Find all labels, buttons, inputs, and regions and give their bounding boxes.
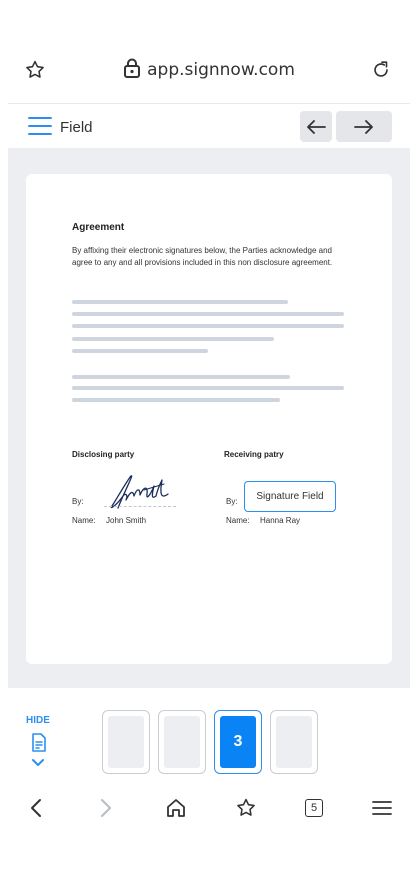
url-text: app.signnow.com: [147, 60, 295, 80]
active-page-number: 3: [220, 716, 256, 768]
placeholder-text-line: [72, 337, 274, 341]
signature-field[interactable]: Signature Field: [244, 481, 336, 512]
chevron-right-icon: [99, 798, 113, 818]
chevron-down-icon[interactable]: [31, 758, 45, 768]
document-paragraph: By affixing their electronic signatures below, the Parties acknowledge and agree to any and all provisions included in this non disclosure agreement.: [72, 246, 333, 267]
arrow-left-icon: [306, 120, 326, 134]
receiving-party-label: Receiving patry: [224, 450, 284, 459]
placeholder-text-line: [72, 300, 288, 304]
app-toolbar: [8, 104, 410, 148]
placeholder-text-line: [72, 375, 290, 379]
placeholder-text-line: [72, 398, 280, 402]
toolbar-title: Field: [60, 119, 93, 136]
receiving-by-label: By:: [226, 497, 238, 506]
lock-icon: [123, 58, 141, 78]
placeholder-text-line: [72, 324, 344, 328]
page-thumbnail[interactable]: [102, 710, 150, 774]
address-url[interactable]: [8, 58, 410, 80]
menu-hamburger-icon[interactable]: [28, 117, 52, 135]
signature-line: [104, 506, 176, 507]
disclosing-name-label: Name:: [72, 516, 96, 525]
placeholder-text-line: [72, 349, 208, 353]
browser-back-button[interactable]: [24, 796, 48, 820]
browser-address-bar: [8, 44, 410, 96]
browser-menu-button[interactable]: [370, 796, 394, 820]
browser-forward-button[interactable]: [94, 796, 118, 820]
chevron-left-icon: [29, 798, 43, 818]
arrow-right-icon: [354, 120, 374, 134]
document-icon[interactable]: [30, 733, 48, 753]
hide-pages-button[interactable]: HIDE: [26, 715, 50, 726]
disclosing-party-label: Disclosing party: [72, 450, 135, 459]
reload-icon[interactable]: [370, 59, 392, 81]
placeholder-text-line: [72, 312, 344, 316]
star-icon: [235, 797, 257, 819]
home-icon: [165, 797, 187, 819]
placeholder-text-line: [72, 386, 344, 390]
page-thumbnail[interactable]: [270, 710, 318, 774]
menu-icon: [372, 800, 392, 816]
browser-home-button[interactable]: [164, 796, 188, 820]
previous-field-button[interactable]: [300, 111, 332, 142]
receiving-name-label: Name:: [226, 516, 250, 525]
next-field-button[interactable]: [336, 111, 392, 142]
disclosing-name-value: John Smith: [106, 516, 147, 525]
page-thumbnail-active[interactable]: [214, 710, 262, 774]
disclosing-by-label: By:: [72, 497, 84, 506]
page-thumbnail[interactable]: [158, 710, 206, 774]
tabs-count-icon: 5: [305, 799, 323, 817]
browser-bookmarks-button[interactable]: [234, 796, 258, 820]
browser-tabs-button[interactable]: [302, 796, 326, 820]
receiving-name-value: Hanna Ray: [260, 516, 301, 525]
document-title: Agreement: [72, 222, 125, 233]
